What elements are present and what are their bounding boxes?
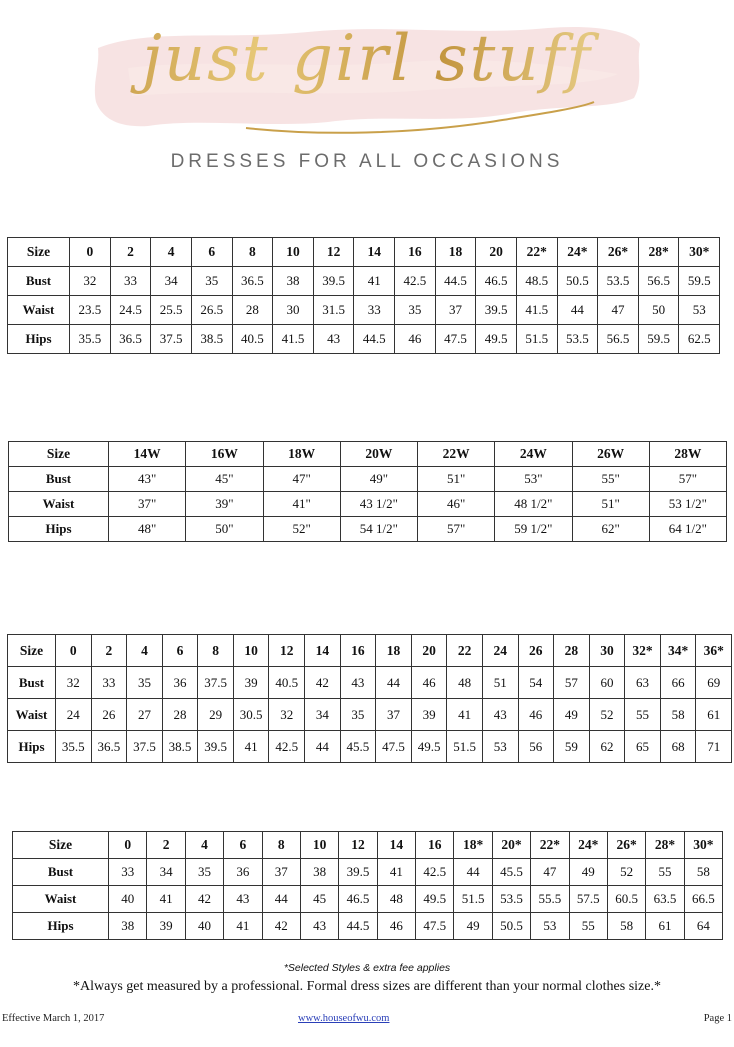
page-number: Page 1 (703, 1013, 732, 1024)
size-header-cell: 36* (696, 635, 732, 667)
measurement-cell: 44 (305, 731, 341, 763)
measurement-cell: 46 (411, 667, 447, 699)
measurement-cell: 64 (684, 913, 722, 940)
measurement-cell: 41 (233, 731, 269, 763)
measurement-cell: 44.5 (354, 325, 395, 354)
measurement-cell: 43 (224, 886, 262, 913)
measurement-cell: 36.5 (232, 267, 273, 296)
row-label-cell: Hips (13, 913, 109, 940)
measurement-cell: 41 (147, 886, 185, 913)
measurement-cell: 34 (305, 699, 341, 731)
size-chart-table-3 (7, 634, 732, 763)
measurement-cell: 47.5 (376, 731, 412, 763)
row-label-cell: Size (9, 442, 109, 467)
size-header-cell: 18 (376, 635, 412, 667)
measurement-cell: 41 (224, 913, 262, 940)
measurement-cell: 42 (305, 667, 341, 699)
measurement-cell: 53 (679, 296, 720, 325)
measurement-cell: 28 (232, 296, 273, 325)
table-row (8, 325, 720, 354)
size-header-cell: 0 (109, 832, 147, 859)
measurement-cell: 57" (649, 467, 726, 492)
measurement-cell: 53 1/2" (649, 492, 726, 517)
size-header-cell: 26* (598, 238, 639, 267)
measurement-cell: 45 (300, 886, 338, 913)
measurement-cell: 52 (589, 699, 625, 731)
measurement-cell: 50" (186, 517, 263, 542)
measurement-cell: 35 (185, 859, 223, 886)
measurement-cell: 55 (625, 699, 661, 731)
measurement-cell: 45.5 (340, 731, 376, 763)
row-label-cell: Size (13, 832, 109, 859)
measurement-cell: 51 (482, 667, 518, 699)
measurement-cell: 43 (482, 699, 518, 731)
size-header-cell: 28W (649, 442, 726, 467)
measurement-cell: 44 (557, 296, 598, 325)
measurement-cell: 60.5 (607, 886, 645, 913)
measurement-cell: 39 (147, 913, 185, 940)
measurement-cell: 63.5 (646, 886, 684, 913)
measurement-cell: 54 1/2" (340, 517, 417, 542)
table-row (8, 731, 732, 763)
measurement-cell: 49.5 (411, 731, 447, 763)
measurement-cell: 26 (91, 699, 127, 731)
measurement-cell: 61 (696, 699, 732, 731)
size-chart-table-4 (12, 831, 723, 940)
size-header-cell: 22W (418, 442, 495, 467)
size-header-cell: 28* (638, 238, 679, 267)
measurement-cell: 41" (263, 492, 340, 517)
measurement-cell: 40.5 (269, 667, 305, 699)
measurement-cell: 37 (376, 699, 412, 731)
measurement-cell: 42.5 (416, 859, 454, 886)
size-header-cell: 20 (411, 635, 447, 667)
measurement-cell: 38.5 (162, 731, 198, 763)
table-row (9, 517, 727, 542)
table-header-row (8, 635, 732, 667)
row-label-cell: Waist (13, 886, 109, 913)
measurement-cell: 36.5 (91, 731, 127, 763)
measurement-cell: 56 (518, 731, 554, 763)
measurement-cell: 50.5 (492, 913, 530, 940)
measurement-cell: 47 (598, 296, 639, 325)
measurement-cell: 30 (273, 296, 314, 325)
row-label-cell: Bust (9, 467, 109, 492)
measurement-cell: 44.5 (435, 267, 476, 296)
size-header-cell: 8 (198, 635, 234, 667)
measurement-cell: 37.5 (198, 667, 234, 699)
row-label-cell: Hips (8, 325, 70, 354)
measurement-cell: 37.5 (127, 731, 163, 763)
measurement-cell: 28 (162, 699, 198, 731)
measurement-cell: 58 (607, 913, 645, 940)
size-header-cell: 28 (554, 635, 590, 667)
measurement-cell: 39 (233, 667, 269, 699)
measurement-cell: 42.5 (395, 267, 436, 296)
measurement-cell: 49 (454, 913, 492, 940)
measurement-cell: 40 (109, 886, 147, 913)
measurement-cell: 41 (447, 699, 483, 731)
row-label-cell: Bust (13, 859, 109, 886)
size-header-cell: 28* (646, 832, 684, 859)
measurement-cell: 47 (531, 859, 569, 886)
measurement-cell: 54 (518, 667, 554, 699)
table-row (13, 886, 723, 913)
measurement-cell: 62" (572, 517, 649, 542)
selected-styles-note: *Selected Styles & extra fee applies (283, 962, 451, 974)
measurement-cell: 48" (109, 517, 186, 542)
measurement-cell: 39.5 (198, 731, 234, 763)
table-row (8, 296, 720, 325)
measurement-cell: 51" (572, 492, 649, 517)
row-label-cell: Waist (8, 699, 56, 731)
measurement-cell: 45.5 (492, 859, 530, 886)
measurement-cell: 35 (395, 296, 436, 325)
size-header-cell: 4 (151, 238, 192, 267)
size-header-cell: 32* (625, 635, 661, 667)
measurement-cell: 42 (262, 913, 300, 940)
measurement-cell: 66 (660, 667, 696, 699)
measurement-cell: 23.5 (70, 296, 111, 325)
measurement-cell: 62.5 (679, 325, 720, 354)
table-header-row (9, 442, 727, 467)
measurement-cell: 52" (263, 517, 340, 542)
measurement-cell: 58 (684, 859, 722, 886)
row-label-cell: Bust (8, 667, 56, 699)
size-header-cell: 22* (516, 238, 557, 267)
measurement-cell: 69 (696, 667, 732, 699)
measurement-cell: 24 (56, 699, 92, 731)
logo-swash-flourish (240, 98, 600, 138)
measurement-cell: 33 (354, 296, 395, 325)
table-row (8, 667, 732, 699)
measurement-cell: 68 (660, 731, 696, 763)
measurement-cell: 42 (185, 886, 223, 913)
measurement-cell: 55.5 (531, 886, 569, 913)
measurement-cell: 48 (447, 667, 483, 699)
size-header-cell: 16 (416, 832, 454, 859)
measurement-cell: 31.5 (313, 296, 354, 325)
measurement-cell: 37" (109, 492, 186, 517)
measurement-cell: 45" (186, 467, 263, 492)
measurement-cell: 53" (495, 467, 572, 492)
measurement-cell: 26.5 (191, 296, 232, 325)
measurement-cell: 27 (127, 699, 163, 731)
measurement-cell: 46.5 (476, 267, 517, 296)
measurement-cell: 59.5 (679, 267, 720, 296)
size-header-cell: 16 (395, 238, 436, 267)
measurement-cell: 40.5 (232, 325, 273, 354)
measurement-cell: 51.5 (454, 886, 492, 913)
website-link[interactable]: www.houseofwu.com (298, 1013, 390, 1024)
row-label-cell: Size (8, 238, 70, 267)
measurement-note: *Always get measured by a professional. Formal dress sizes are different than your normal clothes size.* (73, 979, 661, 994)
measurement-cell: 32 (70, 267, 111, 296)
size-header-cell: 0 (70, 238, 111, 267)
size-header-cell: 18 (435, 238, 476, 267)
table-row (13, 913, 723, 940)
size-chart-table-1 (7, 237, 720, 354)
size-header-cell: 0 (56, 635, 92, 667)
size-header-cell: 18W (263, 442, 340, 467)
row-label-cell: Waist (9, 492, 109, 517)
measurement-cell: 33 (110, 267, 151, 296)
measurement-cell: 57.5 (569, 886, 607, 913)
row-label-cell: Hips (8, 731, 56, 763)
measurement-cell: 44.5 (339, 913, 377, 940)
size-header-cell: 10 (273, 238, 314, 267)
measurement-cell: 53.5 (598, 267, 639, 296)
measurement-cell: 55 (646, 859, 684, 886)
table-row (9, 467, 727, 492)
measurement-cell: 57 (554, 667, 590, 699)
measurement-cell: 25.5 (151, 296, 192, 325)
size-header-cell: 10 (300, 832, 338, 859)
measurement-cell: 39 (411, 699, 447, 731)
size-header-cell: 30 (589, 635, 625, 667)
measurement-cell: 39.5 (313, 267, 354, 296)
size-header-cell: 12 (269, 635, 305, 667)
size-header-cell: 12 (339, 832, 377, 859)
measurement-cell: 43 (300, 913, 338, 940)
measurement-cell: 61 (646, 913, 684, 940)
measurement-cell: 57" (418, 517, 495, 542)
measurement-cell: 49 (569, 859, 607, 886)
measurement-cell: 39" (186, 492, 263, 517)
measurement-cell: 46.5 (339, 886, 377, 913)
measurement-cell: 43 (340, 667, 376, 699)
measurement-cell: 55" (572, 467, 649, 492)
measurement-cell: 35 (191, 267, 232, 296)
measurement-cell: 41.5 (273, 325, 314, 354)
size-header-cell: 24W (495, 442, 572, 467)
size-header-cell: 14 (305, 635, 341, 667)
measurement-cell: 39.5 (476, 296, 517, 325)
size-header-cell: 6 (191, 238, 232, 267)
size-header-cell: 4 (185, 832, 223, 859)
size-header-cell: 24* (557, 238, 598, 267)
measurement-cell: 41.5 (516, 296, 557, 325)
measurement-cell: 36 (224, 859, 262, 886)
size-header-cell: 30* (684, 832, 722, 859)
measurement-cell: 36.5 (110, 325, 151, 354)
measurement-cell: 32 (269, 699, 305, 731)
size-header-cell: 2 (91, 635, 127, 667)
measurement-cell: 44 (262, 886, 300, 913)
measurement-cell: 39.5 (339, 859, 377, 886)
measurement-cell: 49 (554, 699, 590, 731)
measurement-cell: 47.5 (435, 325, 476, 354)
brand-tagline: DRESSES FOR ALL OCCASIONS (170, 151, 564, 172)
measurement-cell: 51" (418, 467, 495, 492)
measurement-cell: 52 (607, 859, 645, 886)
size-header-cell: 14 (377, 832, 415, 859)
measurement-cell: 56.5 (598, 325, 639, 354)
measurement-cell: 53 (531, 913, 569, 940)
measurement-cell: 59 (554, 731, 590, 763)
size-header-cell: 20* (492, 832, 530, 859)
measurement-cell: 44 (376, 667, 412, 699)
measurement-cell: 33 (109, 859, 147, 886)
row-label-cell: Waist (8, 296, 70, 325)
measurement-cell: 63 (625, 667, 661, 699)
measurement-cell: 59 1/2" (495, 517, 572, 542)
measurement-cell: 35.5 (70, 325, 111, 354)
measurement-cell: 37 (262, 859, 300, 886)
size-header-cell: 4 (127, 635, 163, 667)
measurement-cell: 71 (696, 731, 732, 763)
measurement-cell: 32 (56, 667, 92, 699)
size-header-cell: 6 (162, 635, 198, 667)
measurement-cell: 34 (147, 859, 185, 886)
size-header-cell: 34* (660, 635, 696, 667)
measurement-cell: 35.5 (56, 731, 92, 763)
measurement-cell: 37.5 (151, 325, 192, 354)
measurement-cell: 47" (263, 467, 340, 492)
measurement-cell: 62 (589, 731, 625, 763)
measurement-cell: 35 (127, 667, 163, 699)
measurement-cell: 66.5 (684, 886, 722, 913)
measurement-cell: 53.5 (492, 886, 530, 913)
brand-header (0, 0, 734, 200)
table-header-row (8, 238, 720, 267)
measurement-cell: 56.5 (638, 267, 679, 296)
measurement-cell: 49.5 (476, 325, 517, 354)
brand-logo: just girl stuff (0, 22, 734, 96)
size-header-cell: 2 (110, 238, 151, 267)
measurement-cell: 64 1/2" (649, 517, 726, 542)
size-header-cell: 10 (233, 635, 269, 667)
size-header-cell: 8 (232, 238, 273, 267)
measurement-cell: 48 1/2" (495, 492, 572, 517)
size-header-cell: 26* (607, 832, 645, 859)
size-header-cell: 18* (454, 832, 492, 859)
size-header-cell: 14 (354, 238, 395, 267)
table-row (8, 699, 732, 731)
size-header-cell: 16W (186, 442, 263, 467)
measurement-cell: 34 (151, 267, 192, 296)
measurement-cell: 59.5 (638, 325, 679, 354)
measurement-cell: 42.5 (269, 731, 305, 763)
size-header-cell: 2 (147, 832, 185, 859)
measurement-cell: 38.5 (191, 325, 232, 354)
size-header-cell: 14W (109, 442, 186, 467)
row-label-cell: Bust (8, 267, 70, 296)
size-header-cell: 24 (482, 635, 518, 667)
measurement-cell: 43 (313, 325, 354, 354)
measurement-cell: 48 (377, 886, 415, 913)
measurement-cell: 50.5 (557, 267, 598, 296)
measurement-cell: 46" (418, 492, 495, 517)
measurement-cell: 43 1/2" (340, 492, 417, 517)
measurement-cell: 46 (395, 325, 436, 354)
measurement-cell: 35 (340, 699, 376, 731)
effective-date: Effective March 1, 2017 (2, 1013, 105, 1024)
measurement-cell: 33 (91, 667, 127, 699)
measurement-cell: 50 (638, 296, 679, 325)
measurement-cell: 41 (354, 267, 395, 296)
measurement-cell: 53.5 (557, 325, 598, 354)
measurement-cell: 46 (518, 699, 554, 731)
measurement-cell: 43" (109, 467, 186, 492)
measurement-cell: 44 (454, 859, 492, 886)
size-chart-table-2 (8, 441, 727, 542)
measurement-cell: 53 (482, 731, 518, 763)
size-header-cell: 22* (531, 832, 569, 859)
measurement-cell: 47.5 (416, 913, 454, 940)
measurement-cell: 51.5 (447, 731, 483, 763)
size-header-cell: 6 (224, 832, 262, 859)
table-row (8, 267, 720, 296)
measurement-cell: 46 (377, 913, 415, 940)
size-header-cell: 26 (518, 635, 554, 667)
measurement-cell: 38 (273, 267, 314, 296)
measurement-cell: 30.5 (233, 699, 269, 731)
measurement-cell: 60 (589, 667, 625, 699)
measurement-cell: 58 (660, 699, 696, 731)
measurement-cell: 48.5 (516, 267, 557, 296)
table-row (9, 492, 727, 517)
measurement-cell: 37 (435, 296, 476, 325)
table-row (13, 859, 723, 886)
measurement-cell: 55 (569, 913, 607, 940)
row-label-cell: Hips (9, 517, 109, 542)
size-header-cell: 12 (313, 238, 354, 267)
size-header-cell: 16 (340, 635, 376, 667)
measurement-cell: 38 (109, 913, 147, 940)
measurement-cell: 40 (185, 913, 223, 940)
size-header-cell: 20 (476, 238, 517, 267)
size-header-cell: 26W (572, 442, 649, 467)
measurement-cell: 49" (340, 467, 417, 492)
measurement-cell: 65 (625, 731, 661, 763)
table-header-row (13, 832, 723, 859)
size-header-cell: 24* (569, 832, 607, 859)
measurement-cell: 29 (198, 699, 234, 731)
measurement-cell: 49.5 (416, 886, 454, 913)
size-header-cell: 30* (679, 238, 720, 267)
measurement-cell: 24.5 (110, 296, 151, 325)
measurement-cell: 51.5 (516, 325, 557, 354)
measurement-cell: 38 (300, 859, 338, 886)
measurement-cell: 41 (377, 859, 415, 886)
size-header-cell: 22 (447, 635, 483, 667)
size-header-cell: 20W (340, 442, 417, 467)
measurement-cell: 36 (162, 667, 198, 699)
size-header-cell: 8 (262, 832, 300, 859)
row-label-cell: Size (8, 635, 56, 667)
